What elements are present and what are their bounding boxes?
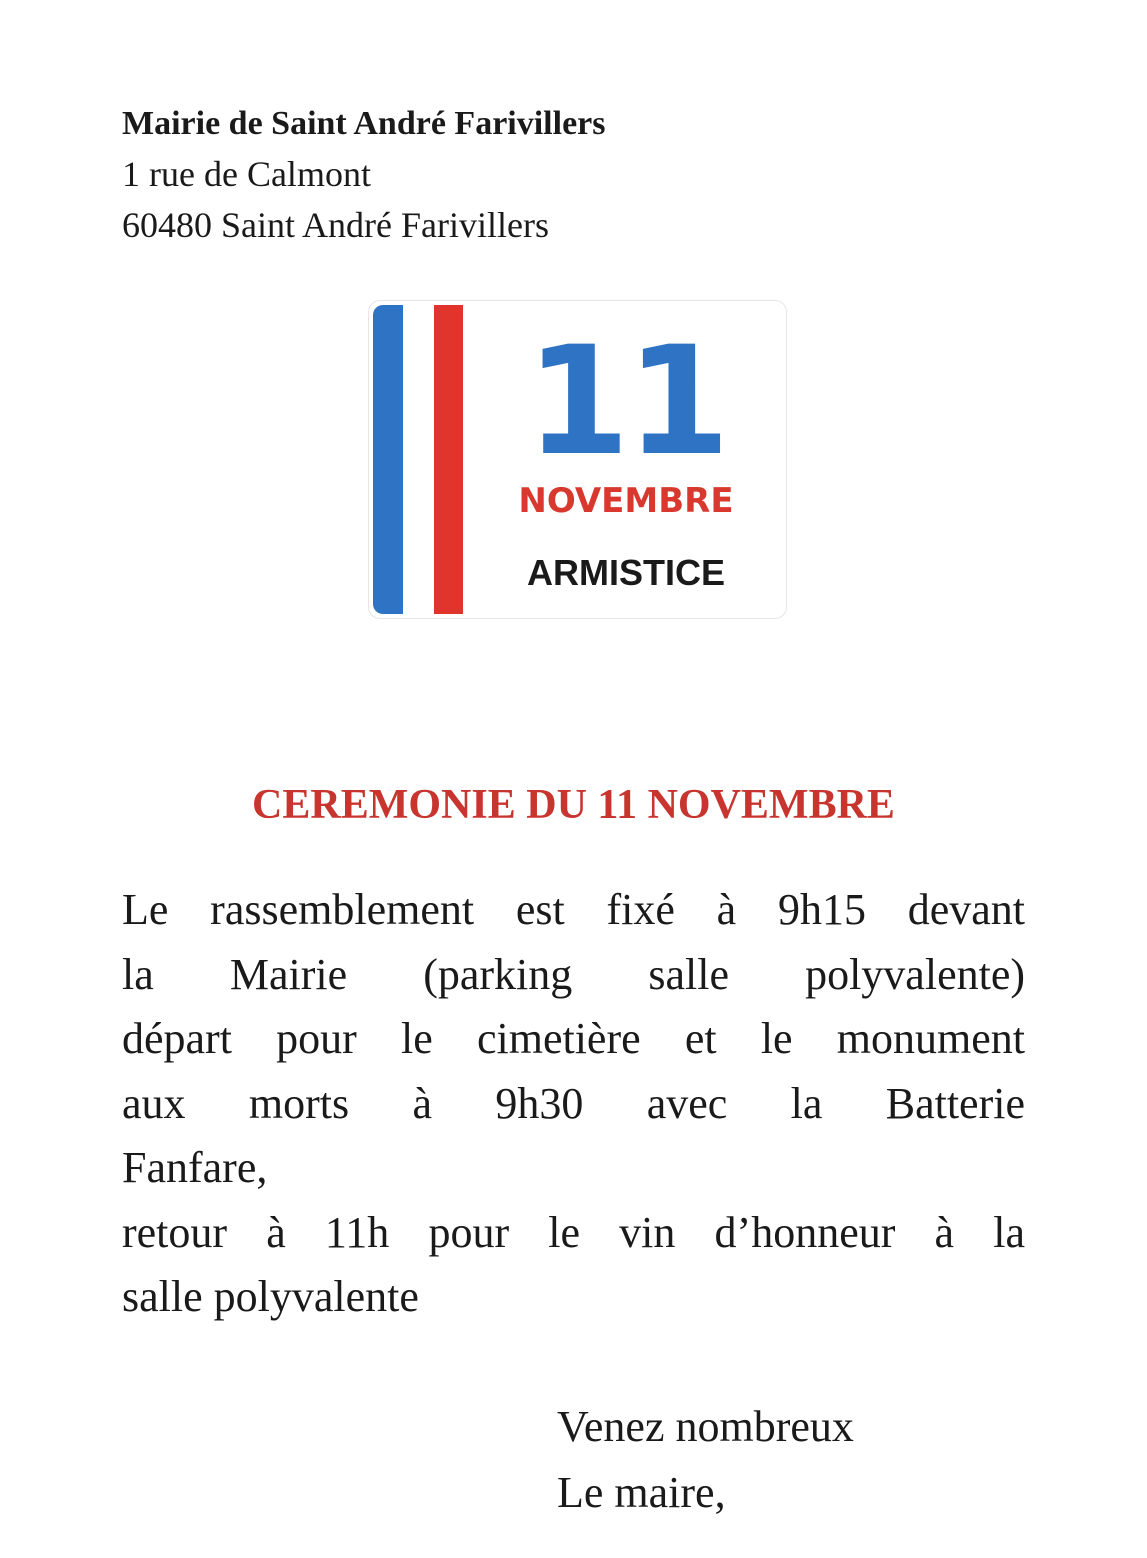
page-title: CEREMONIE DU 11 NOVEMBRE (252, 782, 895, 828)
body-line: Fanfare, (122, 1143, 268, 1192)
flag-red-stripe (434, 305, 463, 614)
body-line: salle polyvalente (122, 1272, 419, 1321)
logo-day: 11 (525, 315, 727, 489)
closing (557, 1394, 854, 1526)
body-line: retour à 11h pour le vin d’honneur à la (122, 1207, 1025, 1257)
flag-blue-stripe (373, 305, 403, 614)
body-line: aux morts à 9h30 avec la Batterie (122, 1078, 1025, 1128)
body-line: la Mairie (parking salle polyvalente) (122, 949, 1025, 999)
organization-name: Mairie de Saint André Farivillers (122, 105, 606, 142)
body-line: Le rassemblement est fixé à 9h15 devant (122, 885, 1025, 934)
armistice-logo (368, 300, 787, 619)
letterhead (122, 98, 606, 251)
logo-month: NOVEMBRE (518, 481, 734, 521)
body-line: départ pour le cimetière et le monument (122, 1014, 1025, 1063)
closing-signature: Le maire, (557, 1468, 726, 1517)
closing-invitation: Venez nombreux (557, 1402, 854, 1451)
announcement-body (122, 878, 1025, 1330)
address-city: 60480 Saint André Farivillers (122, 205, 549, 245)
address-street: 1 rue de Calmont (122, 154, 371, 194)
logo-caption: ARMISTICE (527, 552, 725, 593)
